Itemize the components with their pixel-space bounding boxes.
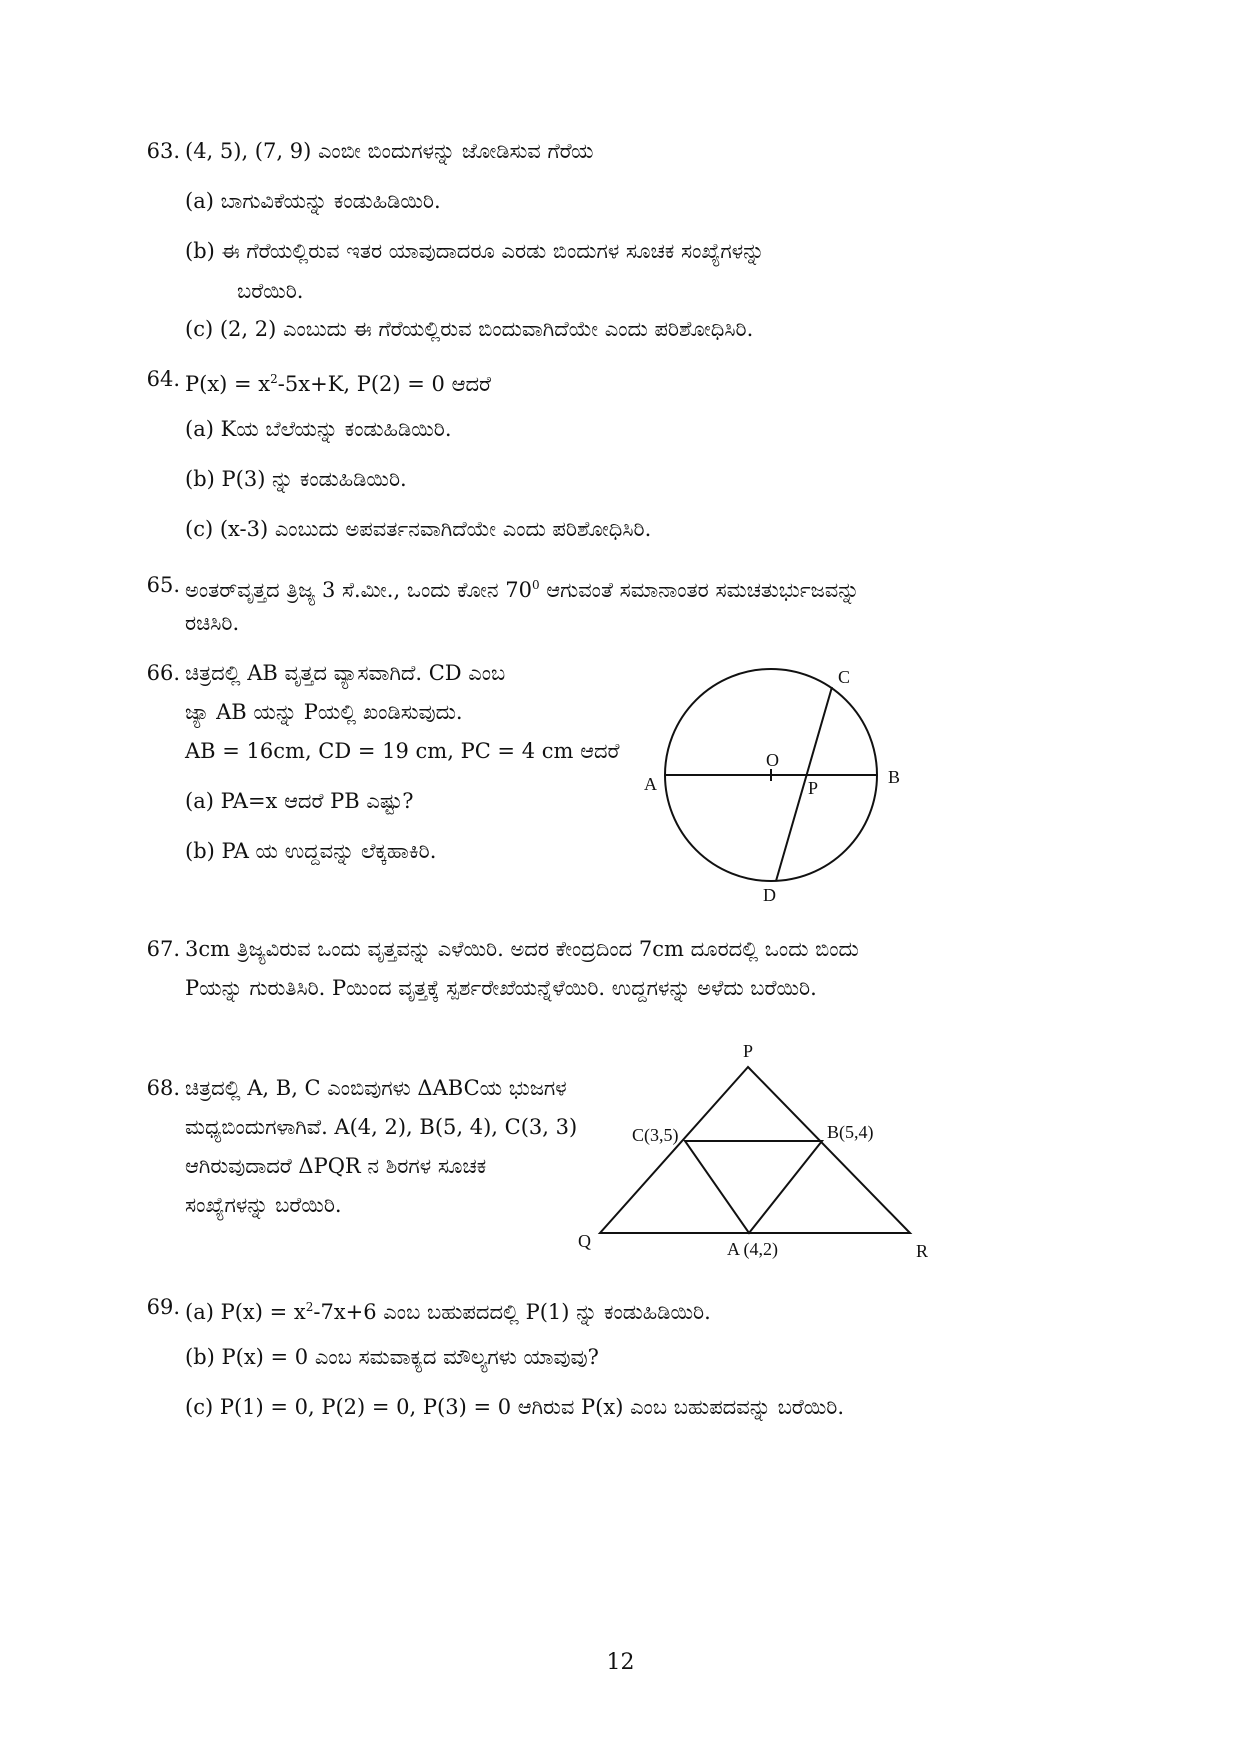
page-number: 12: [606, 1650, 635, 1675]
triangle-diagram: [570, 1035, 950, 1270]
label-b: B: [888, 767, 901, 787]
triangle-pqr: [600, 1067, 910, 1233]
question-number: 68.: [146, 1076, 180, 1100]
question-text-line-2: ರಚಿಸಿರಿ.: [185, 611, 240, 635]
label-a: A: [644, 774, 657, 794]
option-c: (c) P(1) = 0, P(2) = 0, P(3) = 0 ಆಗಿರುವ P(x) ಎಂಬ ಬಹುಪದವನ್ನು ಬರೆಯಿರಿ.: [185, 1395, 845, 1419]
label-b: B(5,4): [827, 1122, 874, 1142]
question-stem: (4, 5), (7, 9) ಎಂಬೀ ಬಿಂದುಗಳನ್ನು ಜೋಡಿಸುವ ಗೆರೆಯ: [185, 139, 594, 163]
question-text-line-4: ಸಂಖ್ಯೆಗಳನ್ನು ಬರೆಯಿರಿ.: [185, 1193, 342, 1217]
chord-cd: [776, 687, 832, 881]
label-a: A (4,2): [727, 1239, 778, 1259]
question-stem: $P(x) = x^2-5x+K$, P(2) = 0 ಆದರೆ: [185, 372, 491, 396]
label-p: P: [743, 1041, 754, 1061]
option-a: (a) Kಯ ಬೆಲೆಯನ್ನು ಕಂಡುಹಿಡಿಯಿರಿ.: [185, 417, 452, 441]
option-b: (b) P(3) ನ್ನು ಕಂಡುಹಿಡಿಯಿರಿ.: [185, 467, 407, 491]
question-number: 66.: [146, 661, 180, 685]
question-number: 65.: [146, 573, 180, 597]
label-o: O: [766, 750, 779, 770]
option-b: (b) PA ಯ ಉದ್ದವನ್ನು ಲೆಕ್ಕಹಾಕಿರಿ.: [185, 839, 437, 863]
label-r: R: [916, 1241, 929, 1261]
question-text-line-2: ಮಧ್ಯಬಿಂದುಗಳಾಗಿವೆ. A(4, 2), B(5, 4), C(3, 3): [185, 1115, 578, 1139]
question-text-line-1: 3cm ತ್ರಿಜ್ಯವಿರುವ ಒಂದು ವೃತ್ತವನ್ನು ಎಳೆಯಿರಿ. ಅದರ ಕೇಂದ್ರದಿಂದ 7cm ದೂರದಲ್ಲಿ ಒಂದು ಬಿಂದು: [185, 937, 859, 961]
label-c: C(3,5): [632, 1125, 679, 1145]
question-text-line-1: ಚಿತ್ರದಲ್ಲಿ AB ವೃತ್ತದ ವ್ಯಾಸವಾಗಿದೆ. CD ಎಂಬ: [185, 661, 506, 685]
circle-diagram: [630, 655, 930, 915]
question-text-line-2: ಜ್ಯಾ AB ಯನ್ನು Pಯಲ್ಲಿ ಖಂಡಿಸುವುದು.: [185, 700, 463, 724]
question-text-line-2: Pಯನ್ನು ಗುರುತಿಸಿರಿ. Pಯಿಂದ ವೃತ್ತಕ್ಕೆ ಸ್ಪರ್ಶರೇಖೆಯನ್ನೆಳೆಯಿರಿ. ಉದ್ದಗಳನ್ನು ಅಳೆದು ಬರೆಯಿರಿ.: [185, 976, 817, 1000]
option-b: (b) ಈ ಗೆರೆಯಲ್ಲಿರುವ ಇತರ ಯಾವುದಾದರೂ ಎರಡು ಬಿಂದುಗಳ ಸೂಚಕ ಸಂಖ್ಯೆಗಳನ್ನು: [185, 239, 765, 263]
question-number: 63.: [146, 139, 180, 163]
label-q: Q: [578, 1231, 591, 1251]
question-text-line-1: ಚಿತ್ರದಲ್ಲಿ A, B, C ಎಂಬಿವುಗಳು ΔABCಯ ಭುಜಗಳ: [185, 1076, 567, 1100]
label-p: P: [808, 778, 819, 798]
option-c: (c) (x-3) ಎಂಬುದು ಅಪವರ್ತನವಾಗಿದೆಯೇ ಎಂದು ಪರಿಶೋಧಿಸಿರಿ.: [185, 517, 652, 541]
option-c: (c) (2, 2) ಎಂಬುದು ಈ ಗೆರೆಯಲ್ಲಿರುವ ಬಿಂದುವಾಗಿದೆಯೇ ಎಂದು ಪರಿಶೋಧಿಸಿರಿ.: [185, 317, 754, 341]
triangle-abc: [685, 1141, 822, 1233]
question-text-line-3: AB = 16cm, CD = 19 cm, PC = 4 cm ಆದರೆ: [185, 739, 620, 763]
question-number: 69.: [146, 1295, 180, 1319]
question-text-line-1: ಅಂತರ್‌ವೃತ್ತದ ತ್ರಿಜ್ಯ 3 ಸೆ.ಮೀ., ಒಂದು ಕೋನ $70^0$ ಆಗುವಂತೆ ಸಮಾನಾಂತರ ಸಮಚತುರ್ಭುಜವನ್ನು: [185, 578, 860, 602]
question-text-line-3: ಆಗಿರುವುದಾದರೆ ΔPQR ನ ಶಿರಗಳ ಸೂಚಕ: [185, 1154, 487, 1178]
option-b-continued: ಬರೆಯಿರಿ.: [237, 279, 304, 303]
option-a: (a) PA=x ಆದರೆ PB ಎಷ್ಟು?: [185, 789, 414, 813]
label-d: D: [763, 885, 776, 905]
option-a: (a) $P(x) = x^2-7x+6$ ಎಂಬ ಬಹುಪದದಲ್ಲಿ P(1) ನ್ನು ಕಂಡುಹಿಡಿಯಿರಿ.: [185, 1300, 711, 1324]
question-number: 67.: [146, 937, 180, 961]
option-b: (b) P(x) = 0 ಎಂಬ ಸಮವಾಕ್ಯದ ಮೌಲ್ಯಗಳು ಯಾವುವು?: [185, 1345, 599, 1369]
option-a: (a) ಬಾಗುವಿಕೆಯನ್ನು ಕಂಡುಹಿಡಿಯಿರಿ.: [185, 189, 441, 213]
question-number: 64.: [146, 367, 180, 391]
label-c: C: [838, 667, 851, 687]
